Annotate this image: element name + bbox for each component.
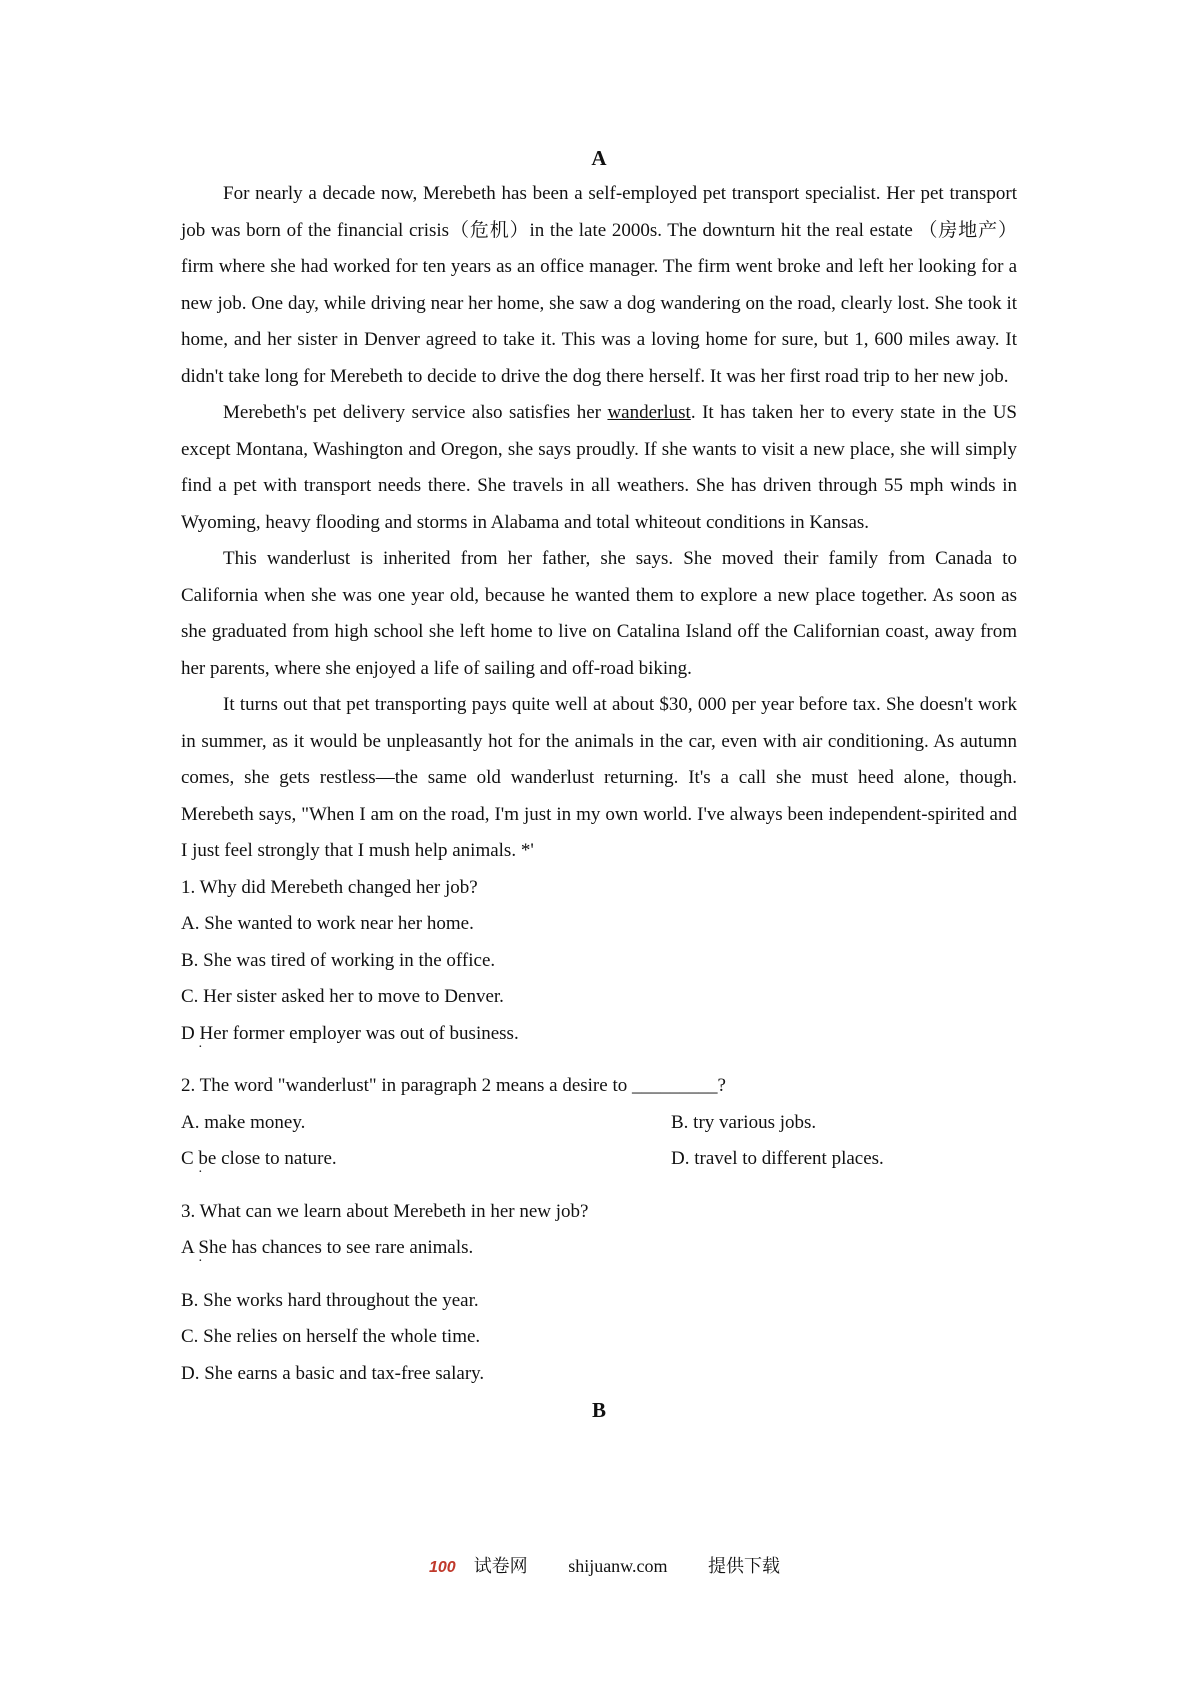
option-b: B. She works hard throughout the year. [181,1289,479,1311]
footer-tagline: 提供下载 [708,1556,781,1576]
dot-mark: · [198,1254,203,1269]
paragraph-1: For nearly a decade now, Merebeth has been a self-employed pet transport specialist. Her pet transport job was born of the financial crisis（危机）in the late 2000s. The downturn hit the real estate （房地产）firm where she had worked for ten years as an office manager. The firm went broke and left her looking for a new job. One day, while driving near her home, she saw a dog wandering on the road, clearly lost. She took it home, and her sister in Denver agreed to take it. This was a loving home for sure, but 1, 600 miles away. It didn't take long for Merebeth to decide to drive the dog there herself. It was her first road trip to her new job. [181,183,1017,387]
dot-mark: · [198,1039,203,1055]
question-stem: 1. Why did Merebeth changed her job? [181,876,478,898]
option-c: C. She relies on herself the whole time. [181,1326,481,1347]
option-c-text: C be close to nature. [181,1148,337,1169]
option-a: A. make money. [181,1111,306,1133]
section-b-heading: B [591,1398,606,1422]
option-a: A. She wanted to work near her home. [181,913,474,934]
option-d [181,1016,1017,1053]
options-row-2 [181,1141,1017,1178]
option-d: D. travel to different places. [671,1148,884,1169]
option-b: B. She was tired of working in the office. [181,949,496,971]
paragraph-2 [181,395,1017,541]
paragraph-2-start: Merebeth's pet delivery service also satisfies her [223,402,608,423]
options-row-1 [181,1105,1017,1142]
option-a [181,1230,1017,1267]
question-stem: 2. The word "wanderlust" in paragraph 2 means a desire to _________? [181,1075,726,1096]
site-logo: 100 [428,1559,456,1576]
option-b: B. try various jobs. [671,1111,817,1133]
document-page [181,140,1017,1428]
footer-brand [411,1556,528,1576]
question-1 [181,870,1017,1069]
paragraph-4: It turns out that pet transporting pays quite well at about $30, 000 per year before tax. She doesn't work in summer, as it would be unpleasantly hot for the animals in the car, even with air conditioning. As autumn comes, she gets restless—the same old wanderlust returning. It's a call she must heed alone, though. Merebeth says, "When I am on the road, I'm just in my own world. I've always been independent-spirited and I just feel strongly that I mush help animals. *' [181,694,1017,861]
dot-mark: · [198,1165,203,1180]
option-a-text: A She has chances to see rare animals. [181,1237,474,1258]
option-d-text: D Her former employer was out of business. [181,1022,519,1044]
option-d: D. She earns a basic and tax-free salary. [181,1362,485,1384]
question-2 [181,1068,1017,1194]
section-a-heading: A [591,146,607,170]
site-name: 试卷网 [473,1556,528,1576]
page-footer [0,1552,1191,1578]
question-3 [181,1194,1017,1393]
paragraph-2-rest: . It has taken her to every state in the US except Montana, Washington and Oregon, she says proudly. If she wants to visit a new place, she will simply find a pet with transport needs there. She travels in all weathers. She has driven through 55 mph winds in Wyoming, heavy flooding and storms in Alabama and total whiteout conditions in Kansas. [181,402,1017,533]
option-c [181,1141,671,1178]
question-stem: 3. What can we learn about Merebeth in her new job? [181,1200,589,1222]
underlined-word: wanderlust [607,402,691,423]
site-url[interactable]: shijuanw.com [568,1556,668,1576]
paragraph-3: This wanderlust is inherited from her father, she says. She moved their family from Canada to California when she was one year old, because he wanted them to explore a new place together. As soon as she graduated from high school she left home to live on Catalina Island off the Californian coast, away from her parents, where she enjoyed a life of sailing and off-road biking. [181,548,1017,679]
option-c: C. Her sister asked her to move to Denver. [181,986,504,1007]
